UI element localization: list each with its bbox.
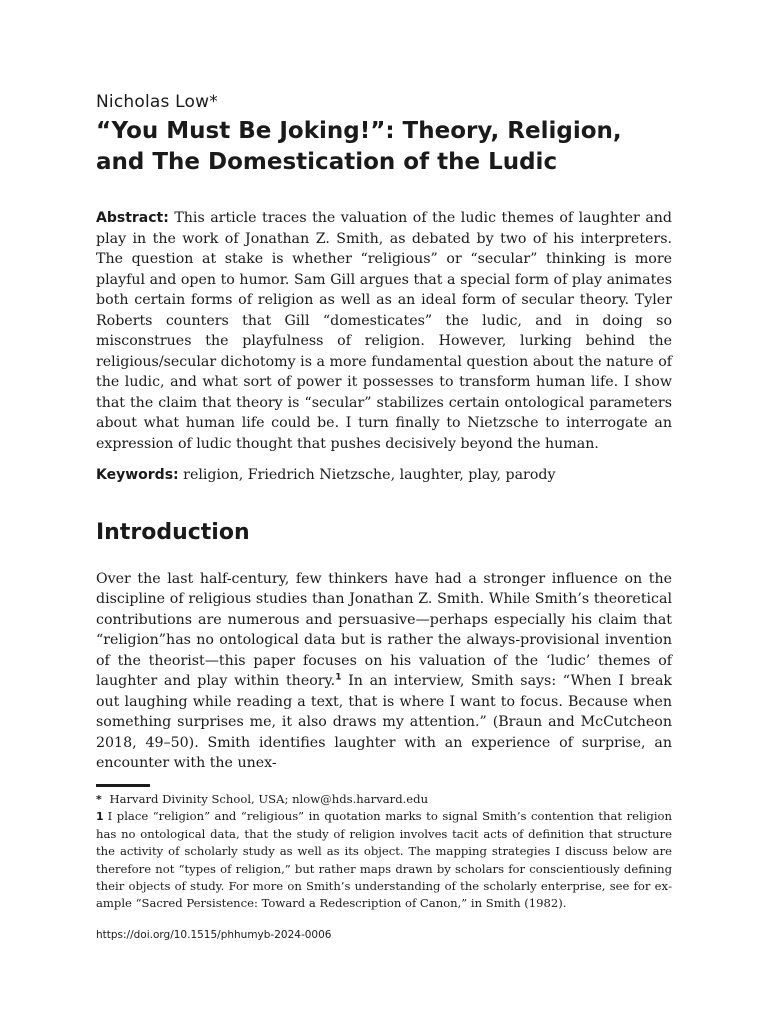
section-heading-introduction: Introduction bbox=[96, 519, 250, 545]
abstract-label: Abstract: bbox=[96, 210, 169, 226]
keywords-label: Keywords: bbox=[96, 467, 179, 483]
footnote-1 bbox=[96, 808, 672, 912]
footnote-text: Harvard Divinity School, USA; nlow@hds.harvard.edu bbox=[109, 792, 429, 806]
paragraph-text-part1: Over the last half-century, few thinkers have had a stronger influence on the discipline of religious studies than Jonathan Z. Smith. While Smith’s theoretical contributions are numerous and persuasive—perhaps especially his claim that “religion”has no ontological data but is rather the always-provisional invention of the theorist—this paper focuses on his valuation of the ‘ludic’ themes of laughter and play within theory. bbox=[96, 570, 672, 689]
abstract-text: This article traces the valuation of the ludic themes of laughter and play in the work of Jonathan Z. Smith, as debated by two of his interpreters. The question at stake is whether “religious” or “secular” thinking is more playful and open to humor. Sam Gill argues that a special form of play animates both certain forms of religion as well as an ideal form of secular theory. Tyler Roberts counters that Gill “domesticates” the ludic, and in doing so misconstrues the playfulness of religion. However, lurking behind the religious/secular dichotomy is a more fundamental question about the nature of the ludic, and what sort of power it possesses to transform human life. I show that the claim that theory is “secular” stabilizes certain ontological parameters about what human life could be. I turn finally to Nietzsche to interrogate an expression of ludic thought that pushes decisively beyond the human. bbox=[96, 210, 672, 452]
keywords bbox=[96, 465, 672, 486]
article-page bbox=[96, 90, 672, 774]
footnote-mark: * bbox=[96, 793, 102, 806]
doi-link[interactable]: https://doi.org/10.1515/phhumyb-2024-0006 bbox=[96, 929, 332, 941]
paragraph-text-part2: In an interview, Smith says: “When I break out laughing while reading a text, that is where I want to focus. Because when something surprises me, it also draws my attention.” (Braun and McCutcheon 2018, 49–50). Smith identifies laughter with an experience of surprise, an encounter with the unex- bbox=[96, 673, 673, 771]
footnote-mark: 1 bbox=[96, 810, 104, 824]
abstract bbox=[96, 208, 672, 454]
keywords-text: religion, Friedrich Nietzsche, laughter, play, parody bbox=[183, 467, 556, 483]
footnote-divider bbox=[96, 784, 150, 787]
footnote-text: I place “religion” and “religious” in quotation marks to signal Smith’s contention that religion has no ontological data, that the study of religion involves tacit acts of definition that structure the activity of scholarly study as well as its object. The mapping strategies I discuss below are therefore not “types of religion,” but rather maps drawn by scholars for conscientiously defining their objects of study. For more on Smith’s understanding of the scholarly enterprise, see for example “Sacred Persistence: Toward a Redescription of Canon,” in Smith (1982). bbox=[96, 809, 672, 911]
author-name: Nicholas Low* bbox=[96, 92, 218, 112]
footnote-reference[interactable]: 1 bbox=[335, 672, 342, 683]
article-title: “You Must Be Joking!”: Theory, Religion, and The Domestication of the Ludic bbox=[96, 118, 622, 175]
introduction-paragraph bbox=[96, 569, 672, 774]
footnote-author-affiliation bbox=[96, 791, 672, 808]
footnotes bbox=[96, 791, 672, 913]
